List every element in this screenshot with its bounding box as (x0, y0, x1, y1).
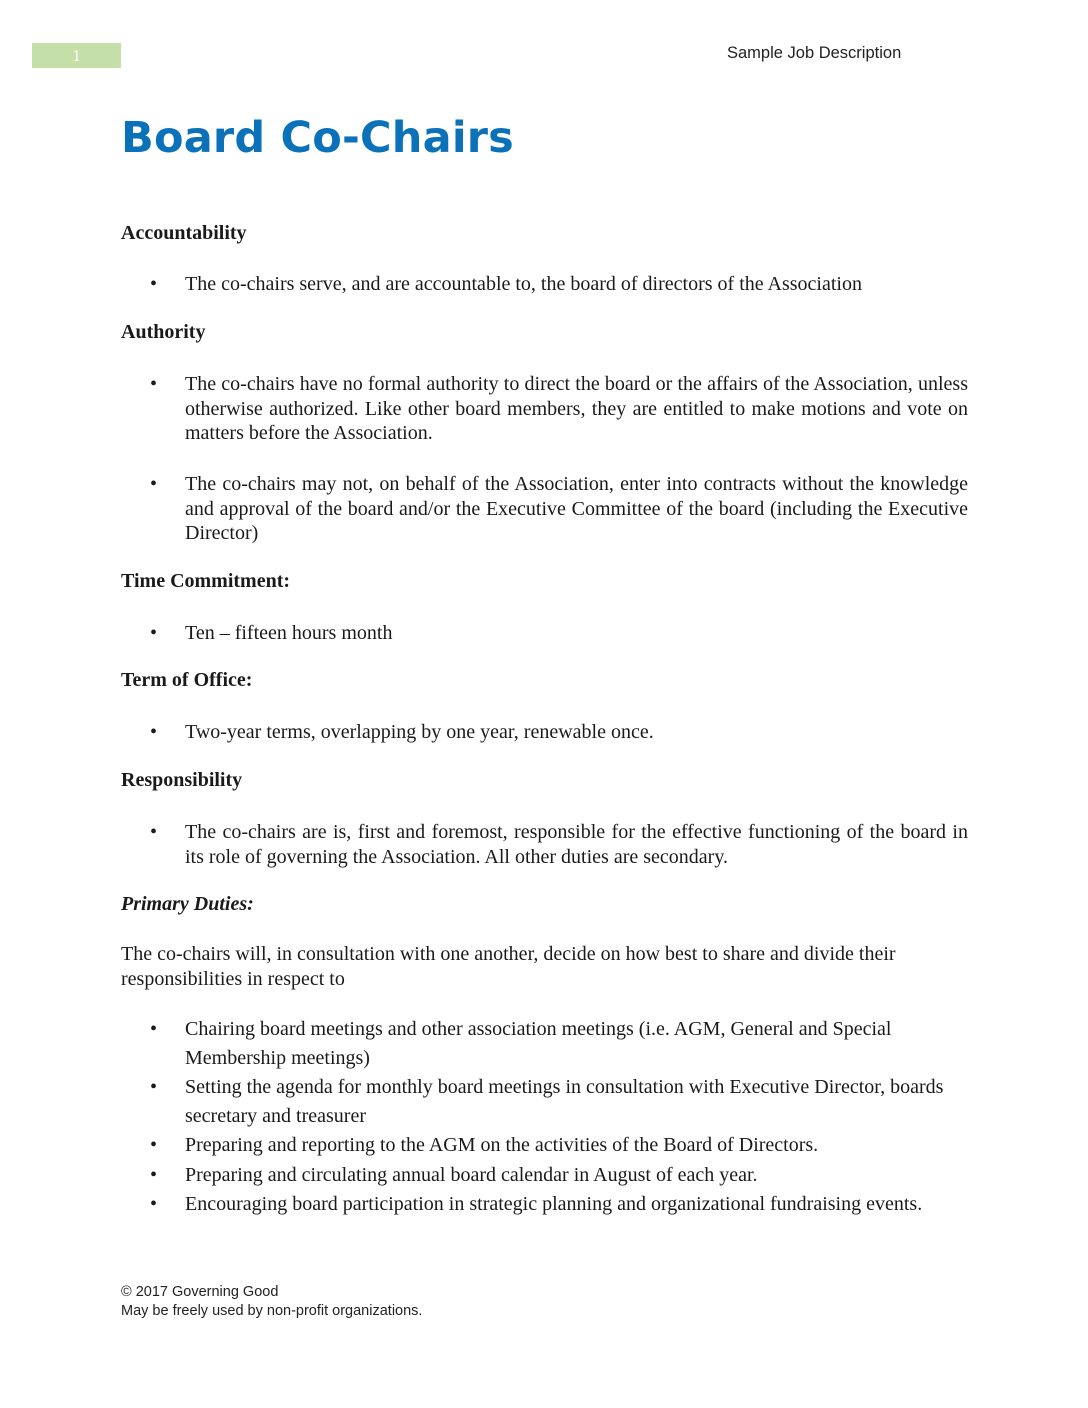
list-item (150, 272, 968, 297)
list-item-text: The co-chairs may not, on behalf of the Association, enter into contracts without the knowledge and approval of the board and/or the Executive Committee of the board (including the Executive Director) (185, 473, 968, 544)
list-item-text: Two-year terms, overlapping by one year, renewable once. (185, 721, 654, 743)
list-item (150, 1190, 940, 1219)
bullet-icon: • (150, 1134, 158, 1156)
bullet-icon: • (150, 622, 158, 644)
list-item (150, 621, 968, 646)
page-number-tab: 1 (32, 43, 121, 68)
section-heading-accountability: Accountability (121, 222, 247, 244)
section-heading-authority: Authority (121, 321, 206, 343)
footer-copyright: © 2017 Governing Good (121, 1284, 279, 1300)
primary-duties-intro: The co-chairs will, in consultation with one another, decide on how best to share and divide their responsibilities in respect to (121, 943, 896, 990)
bullet-icon: • (150, 821, 158, 843)
section-heading-responsibility: Responsibility (121, 769, 243, 791)
list-item-text: Ten – fifteen hours month (185, 622, 393, 644)
list-item (150, 820, 968, 869)
header-title: Sample Job Description (727, 44, 902, 62)
list-item-text: The co-chairs are is, first and foremost, responsible for the effective functioning of the board in its role of governing the Association. All other duties are secondary. (185, 821, 968, 868)
list-item-text: The co-chairs have no formal authority to direct the board or the affairs of the Association, unless otherwise authorized. Like other board members, they are entitled to make motions and vote on matters before the Association. (185, 373, 968, 444)
list-item (150, 1161, 950, 1190)
document-title: Board Co-Chairs (121, 113, 514, 163)
list-item-text: Preparing and circulating annual board calendar in August of each year. (185, 1164, 758, 1186)
list-item-text: Chairing board meetings and other association meetings (i.e. AGM, General and Special Membership meetings) (185, 1018, 892, 1069)
section-heading-time-commitment: Time Commitment: (121, 570, 291, 592)
list-item-text: The co-chairs serve, and are accountable to, the board of directors of the Association (185, 273, 862, 295)
bullet-icon: • (150, 1164, 158, 1186)
footer-license: May be freely used by non-profit organizations. (121, 1303, 423, 1319)
section-heading-term-of-office: Term of Office: (121, 669, 253, 691)
list-item-text: Preparing and reporting to the AGM on the activities of the Board of Directors. (185, 1134, 819, 1156)
bullet-icon: • (150, 273, 158, 295)
section-heading-primary-duties: Primary Duties: (121, 893, 254, 915)
bullet-icon: • (150, 473, 158, 495)
list-item (150, 1073, 950, 1131)
bullet-icon: • (150, 1193, 158, 1215)
list-item (150, 472, 968, 546)
list-item-text: Encouraging board participation in strategic planning and organizational fundraising events. (185, 1193, 923, 1215)
bullet-icon: • (150, 721, 158, 743)
list-item-text: Setting the agenda for monthly board meetings in consultation with Executive Director, boards secretary and treasurer (185, 1076, 944, 1127)
bullet-icon: • (150, 1018, 158, 1040)
bullet-icon: • (150, 373, 158, 395)
list-item (150, 372, 968, 446)
list-item (150, 1015, 950, 1073)
list-item (150, 720, 968, 745)
bullet-icon: • (150, 1076, 158, 1098)
list-item (150, 1131, 950, 1160)
